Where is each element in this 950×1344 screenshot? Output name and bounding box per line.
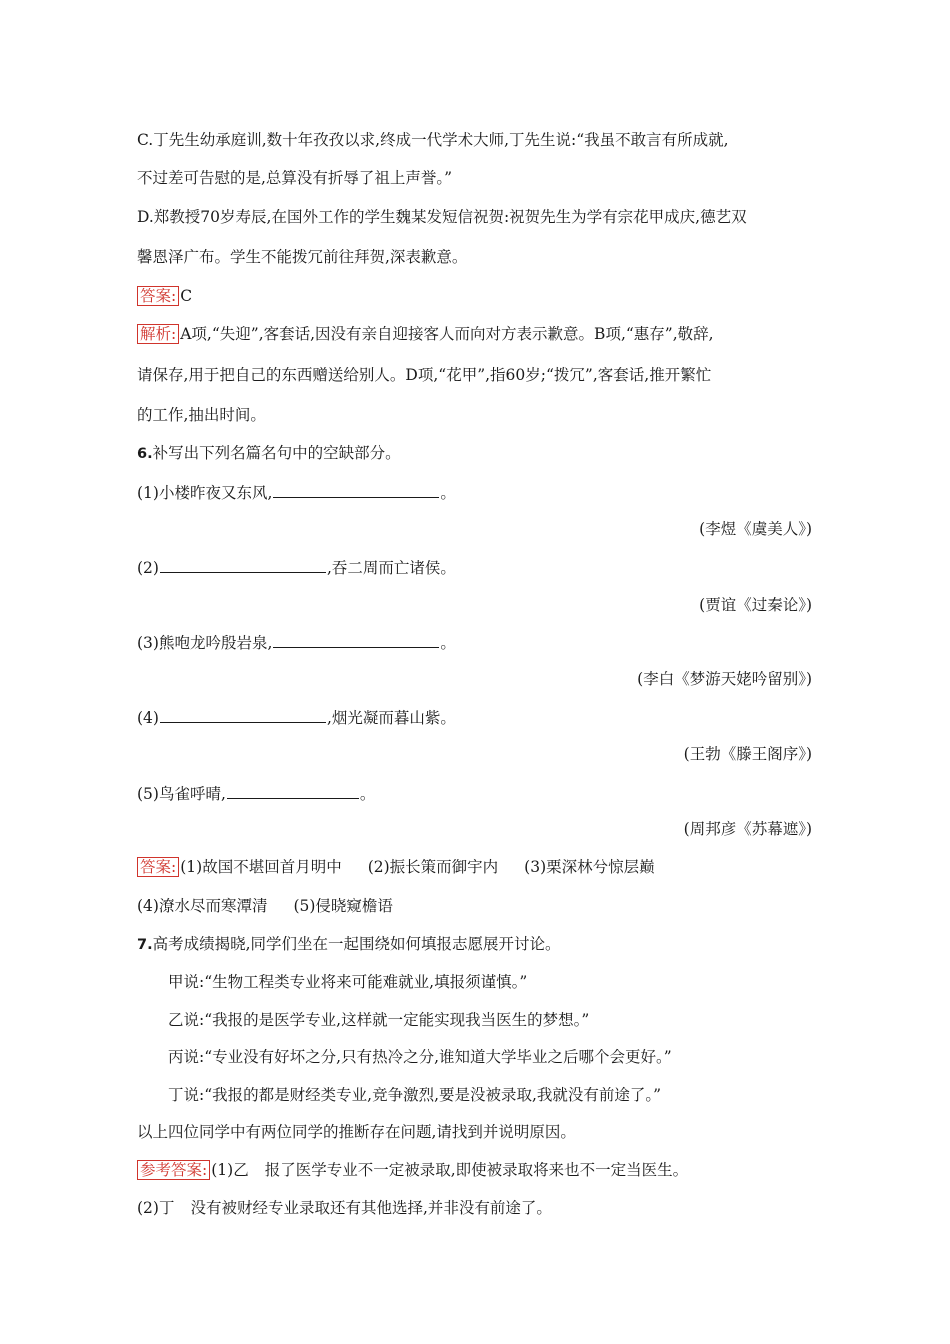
q7-question: 以上四位同学中有两位同学的推断存在问题,请找到并说明原因。 (137, 1123, 576, 1141)
q7-answer-line-2 (137, 1197, 552, 1219)
q6-answer-line-2 (137, 895, 393, 917)
answer-tag: 答案: (137, 286, 179, 306)
answer-item: (3)栗深林兮惊层巅 (524, 858, 655, 876)
fill-blank[interactable] (227, 782, 359, 799)
item-text-after: 。 (440, 484, 456, 502)
answer-item: (1)故国不堪回首月明中 (180, 858, 342, 876)
answer-label: (1)乙 (211, 1161, 249, 1179)
item-text-before: (2) (137, 559, 159, 577)
fill-blank[interactable] (273, 481, 439, 498)
q6-answer-line-1 (137, 856, 655, 878)
question-number: 6. (137, 446, 153, 462)
answer-item: (5)侵晓窥檐语 (293, 897, 393, 915)
answer-item: (2)振长策而御宇内 (367, 858, 499, 876)
q6-item-2 (137, 556, 456, 579)
q5-analysis-line-1 (137, 323, 714, 345)
item-text-after: 。 (440, 634, 456, 652)
q5-analysis-line-3: 的工作,抽出时间。 (137, 406, 266, 424)
q5-analysis-line-2: 请保存,用于把自己的东西赠送给别人。D项,“花甲”,指60岁;“拨冗”,客套话,推开繁忙 (137, 366, 712, 384)
question-text: 补写出下列名篇名句中的空缺部分。 (152, 444, 401, 462)
option-d-line-2: 馨恩泽广布。学生不能拨冗前往拜贺,深表歉意。 (137, 248, 468, 266)
q6-item-4-source: (王勃《滕王阁序》) (683, 745, 812, 763)
answer-text: 报了医学专业不一定被录取,即使被录取将来也不一定当医生。 (264, 1161, 689, 1179)
q6-item-5-source: (周邦彦《苏幕遮》) (683, 820, 812, 838)
analysis-text: A项,“失迎”,客套话,因没有亲自迎接客人而向对方表示歉意。B项,“惠存”,敬辞, (180, 325, 714, 343)
q7-statement-bing: 丙说:“专业没有好坏之分,只有热冷之分,谁知道大学毕业之后哪个会更好。” (168, 1048, 672, 1066)
fill-blank[interactable] (273, 631, 439, 648)
q7-answer-line-1 (137, 1159, 688, 1181)
analysis-tag: 解析: (137, 324, 179, 344)
item-text-after: 。 (359, 785, 376, 803)
item-text-before: (4) (137, 709, 159, 727)
item-text-after: ,烟光凝而暮山紫。 (326, 709, 456, 727)
option-d-line-1: D.郑教授70岁寿辰,在国外工作的学生魏某发短信祝贺:祝贺先生为学有宗花甲成庆,德艺双 (137, 208, 747, 226)
option-c-line-2: 不过差可告慰的是,总算没有折辱了祖上声誉。” (137, 169, 453, 187)
q6-item-2-source: (贾谊《过秦论》) (699, 596, 812, 614)
q7-prompt (137, 933, 561, 956)
q6-item-3-source: (李白《梦游天姥吟留别》) (637, 670, 812, 688)
q7-statement-jia: 甲说:“生物工程类专业将来可能难就业,填报须谨慎。” (168, 973, 528, 991)
answer-value: C (180, 287, 193, 305)
fill-blank[interactable] (160, 556, 326, 573)
q6-item-5 (137, 782, 375, 805)
item-text-before: (3)熊咆龙吟殷岩泉, (137, 634, 273, 652)
question-text: 高考成绩揭晓,同学们坐在一起围绕如何填报志愿展开讨论。 (152, 935, 561, 953)
item-text-after: ,吞二周而亡诸侯。 (326, 559, 456, 577)
item-text-before: (5)鸟雀呼晴, (137, 785, 226, 803)
answer-text: 没有被财经专业录取还有其他选择,并非没有前途了。 (190, 1199, 552, 1217)
question-number: 7. (137, 937, 153, 953)
q6-prompt (137, 442, 401, 465)
option-c-line-1: C.丁先生幼承庭训,数十年孜孜以求,终成一代学术大师,丁先生说:“我虽不敢言有所成就, (137, 131, 729, 149)
answer-item: (4)潦水尽而寒潭清 (137, 897, 268, 915)
fill-blank[interactable] (160, 706, 326, 723)
q6-item-1 (137, 481, 456, 504)
q6-item-1-source: (李煜《虞美人》) (699, 520, 812, 538)
q5-answer (137, 285, 192, 307)
q7-statement-ding: 丁说:“我报的都是财经类专业,竞争激烈,要是没被录取,我就没有前途了。” (168, 1086, 662, 1104)
item-text-before: (1)小楼昨夜又东风, (137, 484, 273, 502)
answer-label: (2)丁 (137, 1199, 175, 1217)
reference-answer-tag: 参考答案: (137, 1160, 210, 1180)
q6-item-4 (137, 706, 456, 729)
q7-statement-yi: 乙说:“我报的是医学专业,这样就一定能实现我当医生的梦想。” (168, 1011, 590, 1029)
answer-tag: 答案: (137, 857, 179, 877)
q6-item-3 (137, 631, 456, 654)
